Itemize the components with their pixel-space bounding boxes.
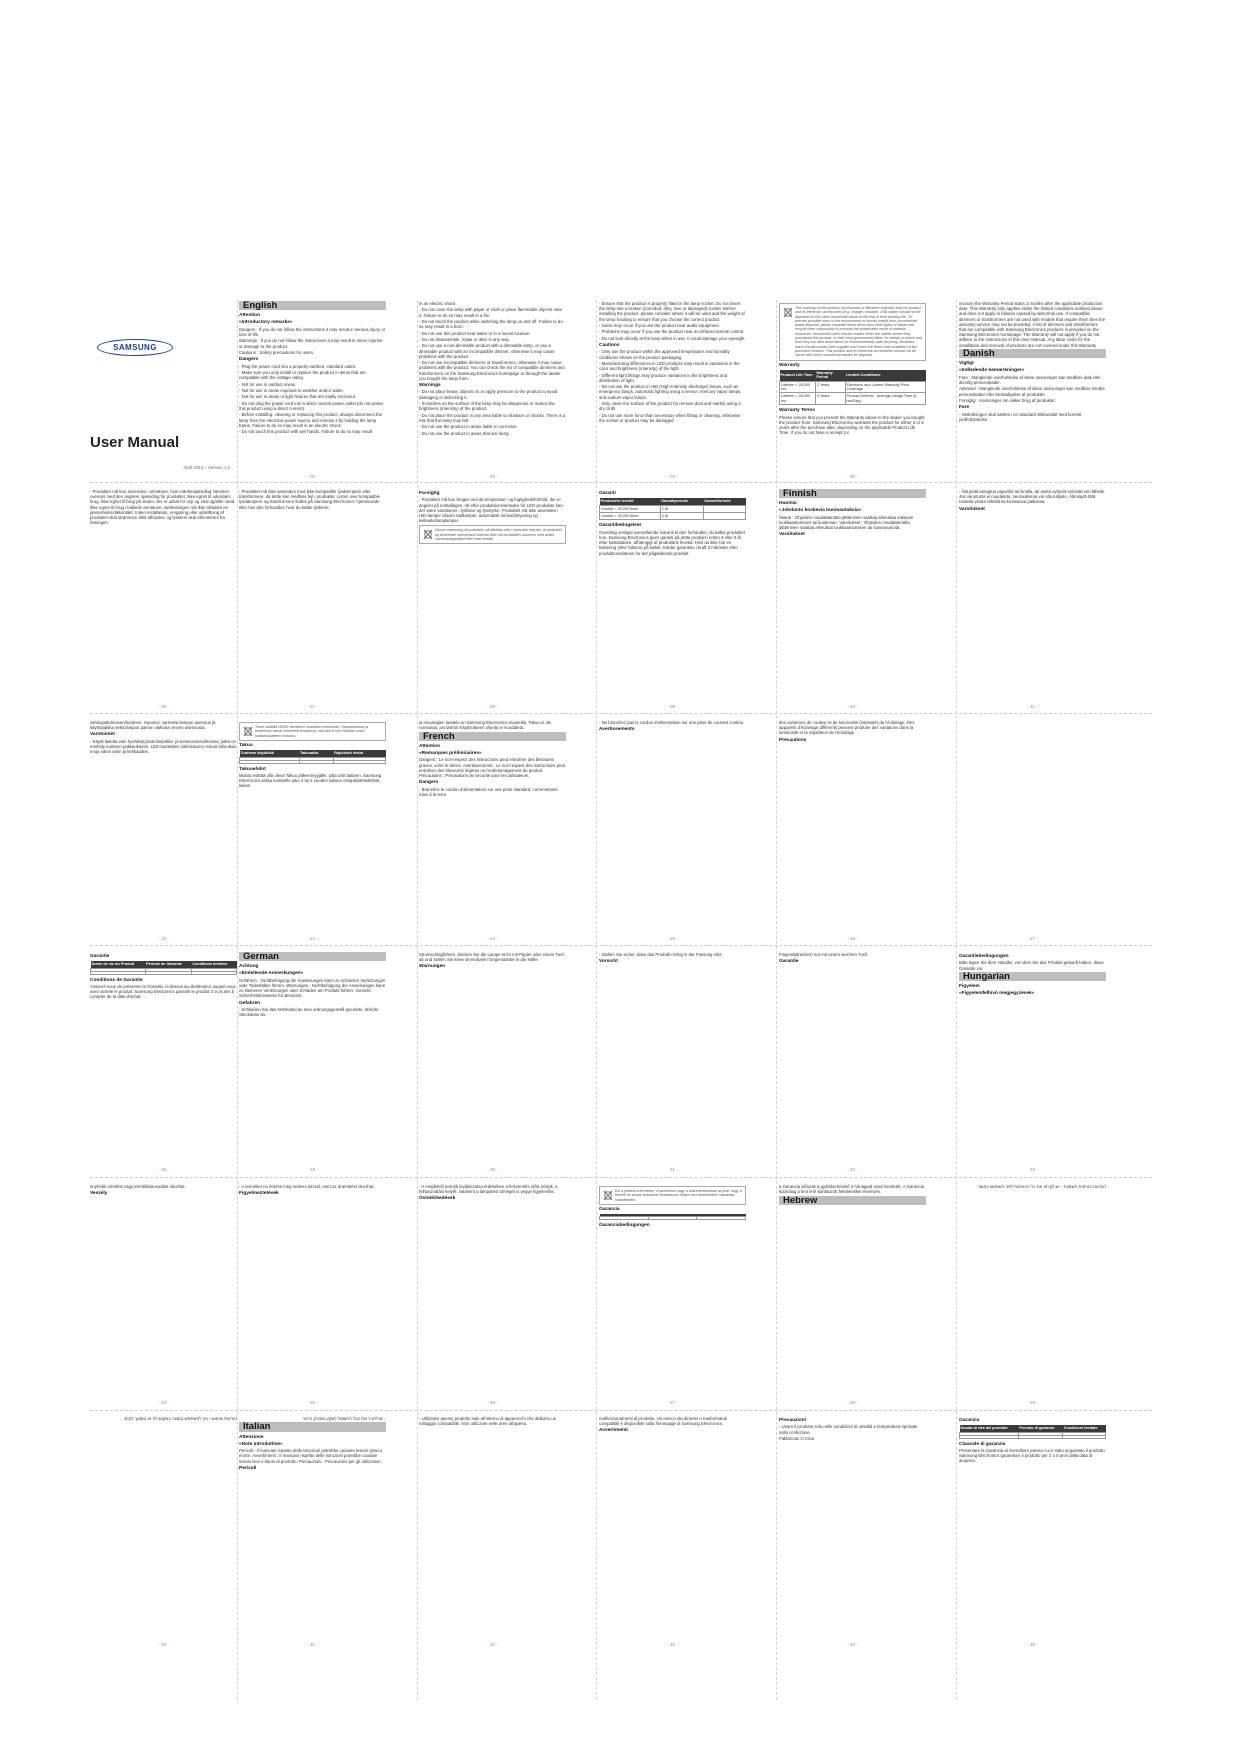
- subheading: Garanzia: [959, 1418, 980, 1423]
- paragraph: Pericoli : Il mancato rispetto delle istruzioni potrebbe causare lesioni gravi o morte. Avvertimenti : Il mancato rispetto delle istruzioni potrebbe causare lesioni lievi o danni al prodotto. Precauzioni : Precauzioni per gli utilizzatori.: [239, 1448, 383, 1464]
- crossed-bin-icon: [782, 306, 793, 318]
- page-number: - 23 -: [1027, 1167, 1038, 1172]
- paragraph: - Do not use a non-dimmable product with a dimmable lamp, or use a dimmable product with an incompatible dimmer, otherwise it may cause problems with the product.: [419, 343, 555, 359]
- page-number: - 17 -: [1027, 936, 1038, 941]
- panel-italian-1: [239, 1416, 386, 1638]
- weee-notice: [419, 525, 566, 544]
- subheading: «Remarques préliminaires»: [419, 751, 482, 756]
- page-number: - 25 -: [307, 1400, 318, 1405]
- brand-name: SAMSUNG: [113, 343, 157, 352]
- panel-italian-2: [419, 1416, 566, 1638]
- subheading: Attenzione: [239, 1434, 264, 1440]
- subheading: Gefahren: [239, 1000, 261, 1006]
- table-header: Période de Garantie: [145, 961, 191, 968]
- paragraph: Fare : Manglende overholdelse af disse anvisninger kan medføre død eller alvorlig personskader.: [959, 374, 1101, 386]
- panel-danish-3: [239, 489, 386, 701]
- table-cell: [703, 513, 745, 520]
- paragraph: Dangers : Le non-respect des instructions peut entraîner des blessures graves, voire le décès. Avertissements : Le non-respect des instructions peut entraîner des blessures légères ou l'endommagement du produit. Précautions : Précautions de sécurité pour les utilisateurs.: [419, 757, 566, 778]
- warranty-table: [959, 1425, 1106, 1438]
- paragraph: Gefahren : Nichtbefolgung der Anweisungen kann zu schweren Verletzungen oder Todesfällen führen. Warnungen : Nichtbefolgung der Anweisungen kann zu kleineren Verletzungen oder Schäden am Produkt führen. Vorsicht : Sicherheitshinweise für Benutzer.: [239, 977, 386, 999]
- subheading: Garantiebedingungen: [959, 954, 1009, 959]
- crossed-bin-icon: [242, 725, 253, 737]
- samsung-logo: [97, 339, 173, 356]
- page-number: - 28 -: [847, 1400, 858, 1405]
- table-cell: [703, 505, 745, 512]
- paragraph: enyhébb sérülést vagy termékkárosodást okozhat.: [90, 1184, 186, 1189]
- paragraph: - Branchez le cordon d'alimentation sur une prise standard, correctement mise à la terre.: [419, 786, 558, 797]
- subheading: Pericoli: [239, 1465, 257, 1471]
- table-header: Rajoitetut ehdot: [333, 750, 385, 757]
- table-header: Warranty Period: [815, 370, 845, 381]
- subheading: «Introductory remarks»: [239, 320, 293, 326]
- panel-german-4: [779, 952, 926, 1164]
- page-number: - 10 -: [847, 704, 858, 709]
- panel-danish-4: [419, 489, 566, 701]
- page-number: - 07 -: [307, 704, 318, 709]
- paragraph: Please ensure that you present the Warranty above to the dealer you bought the product from. Samsung Electronics warrants the product for either 3 or 5 years after the purchase date, depending on the applicable Product Life Time. If you do not have a receipt (or: [779, 414, 925, 436]
- panel-danish-5: [599, 489, 746, 701]
- subheading: «Indledende bemærkninger»: [959, 368, 1025, 374]
- subheading: Dangers: [419, 780, 439, 786]
- panel-hungarian-3: [239, 1184, 386, 1396]
- page-number: - 34 -: [847, 1642, 858, 1647]
- page-number: - 06 -: [158, 704, 169, 709]
- table-row: [780, 393, 926, 405]
- fold-line: [776, 300, 777, 1700]
- weee-notice: [779, 303, 926, 361]
- warranty-table: [779, 370, 926, 405]
- panel-english-2: [419, 301, 566, 471]
- warranty-table: [239, 750, 386, 763]
- paragraph: - Stellen Sie sicher, dass das Produkt richtig in der Fassung sitzt.: [599, 952, 723, 957]
- page-number: - 20 -: [487, 1167, 498, 1172]
- paragraph: des variations de couleur et de luminosité (intensité) de l'éclairage. Des appareils d'éclairage différents peuvent produire des variations dans la luminosité et la répartition de l'éclairage.: [779, 720, 915, 736]
- panel-finnish-4: [239, 720, 386, 932]
- paragraph: הוראות שימוש - אין להשתמש במוצר במקום לח או בסמוך למים.: [123, 1416, 237, 1421]
- page-number: - 08 -: [487, 704, 498, 709]
- paragraph: Vaara! : Ohjeiden noudattamatta jättäminen saattaa aiheuttaa vakavan loukkaantumisen tai kuoleman. Varoitukset : Ohjeiden noudattamatta jättäminen saattaa aiheuttaa loukkaantumisen tai tuotevaurioita.: [779, 514, 914, 531]
- subheading: Clausole di garanzia: [959, 1441, 1006, 1447]
- panel-italian-5: [959, 1416, 1106, 1638]
- fold-line: [90, 1410, 1152, 1411]
- panel-german-5: [959, 952, 1106, 1164]
- paragraph: - Produktet må kun bruges ved de temperatur- og fugtighedsforhold, der er angivet på emballagen. Alt efter produktionsmetoden for LED-produkter kan der være variationer i lysfarve og lysstyrke. Produktet må ikke anvendes i HID-lamper såsom nødlamper, automatisk sensorbelysning og kviksølvdamplamper.: [419, 497, 563, 524]
- paragraph: - Make sure you only install or replace the product in items that are compatible with the voltage rating.: [239, 369, 366, 381]
- subheading: Garancia: [599, 1206, 620, 1212]
- panel-english-4: [779, 301, 926, 471]
- paragraph: a Garancia időszak a gyártást követő 3 hónappal veszi kezdetét. A Garancia kizárólag a fent leírt korlátozott feltételekkel érvényes.: [779, 1184, 924, 1195]
- subheading: Warnungen: [419, 964, 446, 970]
- table-header: Tuotteen käyttöikä: [240, 750, 300, 757]
- subheading: Warranty Terms: [779, 408, 815, 414]
- paragraph: Dangers : If you do not follow the instructions it may result in serious injury or loss of life.: [239, 326, 386, 337]
- page-number: - 35 -: [1027, 1642, 1038, 1647]
- panel-hungarian-4: [419, 1184, 566, 1396]
- section-heading: Italian: [239, 1422, 386, 1431]
- table-cell: Lifetime > 25,000 hrs: [780, 393, 816, 405]
- paragraph: - Do not place the product in any area liable to vibration or shocks. There is a risk that the lamp may fall.: [419, 412, 566, 423]
- subheading: Figyelmeztetések: [239, 1191, 279, 1197]
- panel-english-3: [599, 301, 746, 471]
- panel-danish-2: [90, 489, 237, 701]
- table-cell: [91, 971, 146, 974]
- page-number: - 11 -: [1027, 704, 1038, 709]
- paragraph: - Do not use more force than necessary when fitting or cleaning, otherwise the socket or product may be damaged.: [599, 412, 741, 423]
- subheading: Avertissements: [599, 727, 635, 733]
- paragraph: Fabbricato in Cina: [779, 1435, 814, 1441]
- paragraph: vahingoittumiseen/tuotteen. Huomioi: varmista lampun asennus ja käyttöpaikka sekä lampun painon vaikutus ennen asennusta.: [90, 720, 216, 731]
- subheading: Takuuehdot: [239, 766, 266, 772]
- paragraph: - Netledningen skal sættes i en standard stikkontakt med korrekt jordforbindelse.: [959, 411, 1082, 422]
- notice-text: Tuote sisältää WEEE-direktiivin mukaisen merkinnän. Pakkauksessa ja tuotteessa olevat merkinnät ilmaisevat, että sitä ei tule hävittää muun kotitalousjätteen mukana.: [255, 725, 368, 738]
- subheading: Précautions: [779, 737, 807, 743]
- page-number: - 12 -: [158, 936, 169, 941]
- weee-notice: [239, 722, 386, 741]
- panel-hebrew-2: [90, 1416, 237, 1638]
- table-header: Garantiperiode: [660, 498, 703, 505]
- page-number: - 30 -: [158, 1642, 169, 1647]
- paragraph: Overdrag venligst ovenstående Garanti til den forhandler, du købte produktet hos. Samsung Electronics giver garanti på dette produkt i enten 3 eller 5 år efter købsdatoen, afhængigt af produktets levetid. Hvis du ikke har en kvittering (eller faktura) på købet, træder garantien i kraft 3 måneder efter produktionsdatoen for det pågældende produkt.: [599, 529, 745, 556]
- section-heading: German: [239, 952, 386, 961]
- panel-french-1: [419, 720, 566, 932]
- paragraph: - Problems may occur if you use the product near an infrared remote control.: [599, 329, 745, 335]
- paragraph: Presentare la Garanzia al rivenditore presso cui è stato acquistato il prodotto. Samsung Electronics garantisce il prodotto per 3 o 5 anni dalla data di acquisto.: [959, 1448, 1106, 1464]
- panel-italian-4: [779, 1416, 926, 1638]
- table-header: Conditions limitées: [191, 961, 236, 968]
- paragraph: - Not for use in areas exposed to weather and/or water.: [239, 387, 344, 393]
- section-heading: French: [419, 732, 566, 741]
- paragraph: - A terméket ne érintse meg nedves kézzel, mert az áramütést okozhat.: [239, 1184, 375, 1189]
- table-cell: Lifetime > 25,000 hrs: [780, 381, 816, 393]
- table-cell: [191, 971, 236, 974]
- paragraph: Forsigtig : Anvisninger om sikker brug af produktet.: [959, 398, 1056, 403]
- subheading: Óvintézkedések: [419, 1196, 456, 1202]
- page-number: - 03 -: [487, 474, 498, 479]
- subheading: Attention: [239, 313, 261, 319]
- paragraph: - Produktet må ikke anvendes med ikke-kompatible lysdæmpere eller transformere, da dette kan medføre fejl i produktet. Listen over kompatible lysdæmpere og transformere findes på Samsung Electronics' hjemmeside eller hos den forhandler, hvor du købte lyskeret.: [239, 489, 380, 510]
- panel-finnish-3: [90, 720, 237, 932]
- page-number: - 04 -: [667, 474, 678, 479]
- warranty-table: [90, 961, 237, 974]
- panel-hungarian-6: [779, 1184, 926, 1396]
- paragraph: - Utilizzare questo prodotto solo all'interno di apparecchi che abbiano un voltaggio compatibile. Non utilizzare nelle aree all'aperto.: [419, 1416, 557, 1427]
- subheading: Garanti: [599, 491, 616, 496]
- fold-line: [90, 713, 1152, 714]
- table-row: [960, 1435, 1106, 1438]
- page-number: - 13 -: [307, 936, 318, 941]
- table-row: [240, 760, 386, 763]
- table-header: Garantiforhold: [703, 498, 745, 505]
- table-cell: Levetid > 25.000 timer: [600, 505, 661, 512]
- subheading: Varoitukset: [959, 506, 985, 512]
- table-cell: [240, 760, 300, 763]
- fold-line: [237, 300, 238, 1700]
- paragraph: - Do not cover the lamp with paper or cloth or place flammable objects near it. Failure to do so may result in a fire.: [419, 307, 563, 318]
- paragraph: Warnings : If you do not follow the instructions it may result in minor injuries or damage to the product.: [239, 338, 383, 349]
- panel-french-5: [90, 952, 237, 1164]
- paragraph: - Ensure that the product is properly fitted in the lamp socket. Do not insert the lamp into a broken (corroded, dirty, lose or damaged) socket. Before installing the product, please consider where it will be used and the weight of the lamp housing to ensure that you choose the correct product.: [599, 301, 745, 322]
- table-header: Product Life Time: [780, 370, 816, 381]
- table-cell: [697, 1217, 746, 1220]
- subheading: Dangers: [239, 357, 259, 363]
- page-number: - 22 -: [847, 1167, 858, 1172]
- table-cell: [648, 1217, 697, 1220]
- paragraph: Bitte legen Sie dem Händler, von dem Sie das Produkt gekauft haben, diese Garantie vor.: [959, 960, 1104, 971]
- subheading: Forsigtig: [419, 491, 440, 496]
- table-cell: [1063, 1435, 1106, 1438]
- section-heading: Finnish: [779, 489, 926, 498]
- paragraph: - Different light fittings may produce variations in the brightness and distribution of light.: [599, 372, 728, 383]
- paragraph: - Only clean the surface of the product (to remove dust and marks) using a dry cloth.: [599, 400, 741, 412]
- subheading: Vigtigt: [959, 361, 974, 367]
- paragraph: Stromschlagführen. Decken Sie die Lampe nicht mit Papier oder einem Tuch ab und stellen Sie keine brennbaren Gegenstände in die Nähe.: [419, 952, 565, 963]
- paragraph: Fingerabdrücken) nur mit einem weichen Tuch.: [779, 952, 869, 957]
- paragraph: Cautions : Safety precautions for users.: [239, 349, 315, 355]
- section-heading: Hungarian: [959, 972, 1106, 981]
- fold-line: [90, 482, 1152, 483]
- weee-notice: [599, 1186, 746, 1205]
- paragraph: in an electric shock.: [419, 301, 457, 306]
- paragraph: - Not for use in areas or light fixtures that are totally enclosed.: [239, 394, 357, 400]
- paragraph: - Do not touch the product while switching the lamp on and off. Failure to do so may result in a burn.: [419, 318, 563, 330]
- fold-line: [417, 300, 418, 1700]
- paragraph: invoice) the Warranty Period starts 3 months after the applicable production date. This Warranty only applies under the limited conditions outlined above and does not apply to failures caused by abnormal use. If compatible dimmers or transformers are not used with models that require them then the warranty service may not be provided. A list of dimmers and transformers that are compatible with Samsung Electronics products is provided on the Samsung Electronics homepage. The Warranty will not apply if you do not adhere to the instructions in this User Manual. Any labor costs for the installation and removal of products are not covered under this Warranty.: [959, 301, 1106, 348]
- version-date: April 2014 – Version 1.0: [183, 465, 230, 470]
- page-number: - 27 -: [667, 1400, 678, 1405]
- subheading: Garantie: [779, 959, 799, 965]
- table-row: [91, 971, 237, 974]
- table-cell: [1018, 1435, 1062, 1438]
- page-number: - 26 -: [487, 1400, 498, 1405]
- subheading: Vorsicht: [599, 959, 618, 965]
- subheading: Attention: [419, 743, 441, 749]
- table-cell: [600, 1217, 649, 1220]
- panel-hungarian-5: [599, 1184, 746, 1396]
- subheading: Fare: [959, 405, 970, 411]
- table-header: Durée de vie du Produit: [91, 961, 146, 968]
- table-cell: [299, 760, 333, 763]
- panel-english-1: [239, 301, 386, 471]
- panel-finnish-2: [959, 489, 1106, 701]
- table-cell: 2 Years: [815, 381, 845, 393]
- table-header: Limited Conditions: [845, 370, 925, 381]
- subheading: «Einleitende Anmerkungen»: [239, 971, 304, 977]
- paragraph: - Do not use the product in areas that are dusty.: [419, 430, 510, 436]
- paragraph: - Älä peitä lamppua paperilla tai liinalla, tai aseta syttyviä esineitä sen lähelle. Jos varoitusta ei noudateta, seurauksena voi olla tulipalo. Älä käytä tätä tuotetta veden lähellä tai kosteassa paikassa.: [959, 489, 1106, 505]
- paragraph: - Do not touch this product with wet hands. Failure to do so may result: [239, 429, 373, 435]
- page-number: - 05 -: [847, 474, 858, 479]
- subheading: Garantibetingelser: [599, 523, 642, 529]
- table-row: [600, 1217, 746, 1220]
- page-number: - 09 -: [667, 704, 678, 709]
- fold-line: [90, 945, 1152, 946]
- subheading: Huomio: [779, 501, 797, 507]
- paragraph: - Usare il prodotto solo nelle condizioni di umidità e temperatura riportate sulla confezione.: [779, 1424, 918, 1435]
- paragraph: - Do not place heavy objects on or apply pressure to the product to avoid damaging or deforming it.: [419, 389, 558, 400]
- page-number: - 18 -: [158, 1167, 169, 1172]
- paragraph: - Do not use the product in areas liable to corrosion.: [419, 424, 518, 430]
- subheading: Garantie: [90, 954, 110, 959]
- paragraph: - Do not disassemble, repair or alter in any way.: [419, 336, 510, 342]
- page-number: - 19 -: [307, 1167, 318, 1172]
- paragraph: - Plug the power cord into a properly earthed, standard outlet.: [239, 363, 357, 369]
- paragraph: - Manufacturing differences in LED products may result in variations in the color and brightness (intensity) of the light.: [599, 360, 740, 372]
- panel-german-1: [239, 952, 386, 1164]
- subheading: «Johdanto koskevia huomautuksia»: [779, 508, 862, 514]
- panel-german-3: [599, 952, 746, 1164]
- table-header: Periodo di garanzia: [1018, 1425, 1062, 1432]
- panel-hungarian-2: [90, 1184, 237, 1396]
- fold-line: [956, 300, 957, 1700]
- table-cell: 2 år: [660, 505, 703, 512]
- subheading: Varotoimet: [90, 732, 115, 738]
- paragraph: - Schließen Sie das Netzkabel an eine ordnungsgemäß geerdete, übliche Steckdose an.: [239, 1007, 379, 1018]
- fold-line: [596, 300, 597, 1700]
- panel-french-3: [779, 720, 926, 932]
- notice-text: Denne mærkning på produktet, på tilbehør eller i manualer betyder, at produktet og tilhørende elektroniske tilbehør ikke må bortskaffes sammen med andet husholdningsaffald efter endt levetid.: [435, 528, 562, 541]
- warranty-table: [599, 498, 746, 520]
- subheading: Warnings: [419, 382, 441, 388]
- fold-line: [90, 1177, 1152, 1178]
- crossed-bin-icon: [422, 528, 433, 540]
- page-number: - 16 -: [847, 936, 858, 941]
- section-heading: English: [239, 301, 386, 310]
- table-row: [600, 513, 746, 520]
- paragraph: - Before installing, cleaning or replacing this product, always disconnect the lamp from the electrical power source and remove it by holding the lamp frame. Failure to do so may result in an electric shock.: [239, 412, 383, 428]
- notice-text: Ezt a jelölést a terméken, a tartozékon vagy a dokumentációban az jelzi, hogy a termék és annak tartozékai élettartamuk végén nem kezelhetőek háztartási hulladékként.: [615, 1189, 742, 1202]
- table-cell: 3 år: [660, 513, 703, 520]
- paragraph: Assurez-vous de présenter la Garantie ci-dessus au distributeur auquel vous avez acheté le produit. Samsung Electronics garantit le produit 3 ou 5 ans à compter de la date d'achat.: [90, 984, 236, 1000]
- subheading: Precauzioni: [779, 1418, 806, 1423]
- table-header: Condizioni limitate: [1063, 1425, 1106, 1432]
- page-number: - 02 -: [307, 474, 318, 479]
- page-number: - 21 -: [667, 1167, 678, 1172]
- panel-hebrew-1: [959, 1184, 1106, 1396]
- subheading: Varoitukset: [779, 532, 805, 538]
- panel-french-2: [599, 720, 746, 932]
- subheading: «Note introduttive»: [239, 1441, 283, 1447]
- subheading: «Figyelemfelhívó megjegyzések»: [959, 991, 1035, 997]
- panel-english-5: [959, 301, 1106, 471]
- subheading: Achtung: [239, 964, 259, 970]
- paragraph: - Scratches on the surface of the lamp may be dangerous or reduce the brightness (intensity) of the product.: [419, 400, 555, 412]
- table-cell: [960, 1435, 1019, 1438]
- paragraph: - Do not plug the power cord into a direct current power outlet (do not power this product using a direct current).: [239, 400, 384, 411]
- subheading: Warranty: [779, 362, 800, 368]
- table-row: [600, 505, 746, 512]
- subheading: Veszély: [90, 1191, 108, 1197]
- section-heading: Danish: [959, 349, 1106, 358]
- table-row: [780, 381, 926, 393]
- subheading: Conditions de Garantie: [90, 977, 143, 983]
- paragraph: - Do not look directly at the lamp when in use. It could damage your eyesight.: [599, 335, 746, 341]
- paragraph: - Produktet må kun anvendes i armaturer, hvis mærkespænding stemmer overens med den angivne spænding for produktet. Ikke egnet til udendørs brug. Ikke egnet til brug på steder, der er udsat for vejr og vind og/eller vand. Ikke egnet til brug i lukkede armaturer. Netledningen må ikke tilsluttes en jævnstrømsstikkontakt. Inden installation, rengøring eller udskiftning af produktet skal strømmen altid afbrydes, og lyskeret skal afmonteres fra fatningen.: [90, 489, 236, 526]
- section-heading: Hebrew: [779, 1196, 926, 1205]
- table-cell: Product Defects · Average Usage Time (8 hrs/Day): [845, 393, 925, 405]
- paragraph: - Noise may occur if you use the product near audio equipment.: [599, 323, 720, 328]
- page-number: - 31 -: [307, 1642, 318, 1647]
- paragraph: - Only use the product within the approved temperature and humidity conditions shown on the product packaging.: [599, 349, 730, 360]
- panel-italian-3: [599, 1416, 746, 1638]
- table-cell: Electronic and Lumen Warranty Point Coverage: [845, 381, 925, 393]
- page-number: - 32 -: [487, 1642, 498, 1647]
- crossed-bin-icon: [602, 1189, 613, 1201]
- table-cell: 3 Years: [815, 393, 845, 405]
- paragraph: הוראות בטיחות חשובות - יש לקרוא את כל ההוראות לפני השימוש במוצר.: [976, 1184, 1106, 1189]
- warranty-table: [599, 1214, 746, 1220]
- table-cell: [145, 971, 191, 974]
- panel-finnish-1: [779, 489, 926, 701]
- paragraph: ja muuntajien luettelo on Samsung Electronics sivustolla. Takuu ei ole voimassa, jos tämän Käyttöohjeen ohjeita ei noudateta.: [419, 720, 552, 731]
- subheading: Garanciabedingungen: [599, 1223, 650, 1229]
- page-number: - 29 -: [1027, 1400, 1038, 1405]
- page-number: - 33 -: [667, 1642, 678, 1647]
- page-number: - 14 -: [487, 936, 498, 941]
- page-title: User Manual: [90, 434, 180, 451]
- paragraph: malfunzionamenti al prodotto. Un elenco dei dimmer e trasformatori compatibili è disponibile sulla homepage di Samsung Electronics.: [599, 1416, 728, 1427]
- paragraph: - Käytä laitetta vain hyväksytyissä lämpötila- ja kosteusolosuhteissa, jotka on merkitty tuotteen pakkaukseen. LED-tuotteiden valmistusero voivat aiheuttaa eroja valon värin ja kirkkauden.: [90, 738, 236, 755]
- subheading: Avvertimenti: [599, 1428, 628, 1434]
- paragraph: - יש לחבר את כבל החשמל לשקע מוארק כראוי.: [301, 1416, 386, 1421]
- subheading: Takuu: [239, 742, 253, 748]
- table-cell: Levetid > 25.000 timer: [600, 513, 661, 520]
- paragraph: - Ne branchez pas le cordon d'alimentation sur une prise de courant continu.: [599, 720, 745, 725]
- page-number: - 24 -: [158, 1400, 169, 1405]
- paragraph: Muista esittää yllä oleva Takuu jälleenmyyjälle, jolta ostit laitteen. Samsung Electronics antaa tuotteelle joko 3 tai 5 vuoden takuun ostopäivämäärästä lukien.: [239, 772, 382, 789]
- paragraph: - Do not use the product in HID (High-Intensity discharge) lamps, such as emergency lamps, automatic lighting using a sensor, mercury vapor lamps, and sodium vapor lamps.: [599, 384, 742, 400]
- paragraph: - A megfelelő termék kiválasztása érdekében a felszerelés előtt, kérjük, a felhasználási helyét, valamint a lámpatest tömegét is vegye figyelembe.: [419, 1184, 558, 1195]
- table-header: Produktets levetid: [600, 498, 661, 505]
- table-header: Durata di vita del prodotto: [960, 1425, 1019, 1432]
- table-cell: [333, 760, 385, 763]
- subheading: Figyelem: [959, 984, 980, 990]
- paragraph: - Do not use incompatible dimmers or transformers, otherwise it may cause problems with the product. You can check the list of compatible dimmers and transformers on the Samsung Electronics homepage or through the dealer you bought the lamp from.: [419, 360, 565, 381]
- panel-german-2: [419, 952, 566, 1164]
- paragraph: - Not for use in outdoor areas.: [239, 381, 297, 387]
- table-header: Takuuaika: [299, 750, 333, 757]
- page-number: - 15 -: [667, 936, 678, 941]
- paragraph: Advarsel : Manglende overholdelse af disse anvisninger kan medføre mindre personskader eller beskadigelse af produktet.: [959, 386, 1105, 397]
- paragraph: - Do not use this product near water or in a humid location.: [419, 330, 531, 336]
- subheading: Cautions: [599, 342, 620, 348]
- notice-text: This marking on the product, accessories or literature indicates that the product and its electronic accessories (e.g. charger, headset, USB cable) should not be disposed of with other household waste at the end of their working life. To prevent possible harm to the environment or human health from uncontrolled waste disposal, please separate these items from other types of waste and recycle them responsibly to promote the sustainable reuse of material resources. Household users should contact either the retailer where they purchased this product, or their local government office, for details of where and how they can take these items for environmentally safe recycling. Business users should contact their supplier and check the terms and conditions of the purchase contract. This product and its electronic accessories should not be mixed with other commercial wastes for disposal.: [795, 306, 922, 358]
